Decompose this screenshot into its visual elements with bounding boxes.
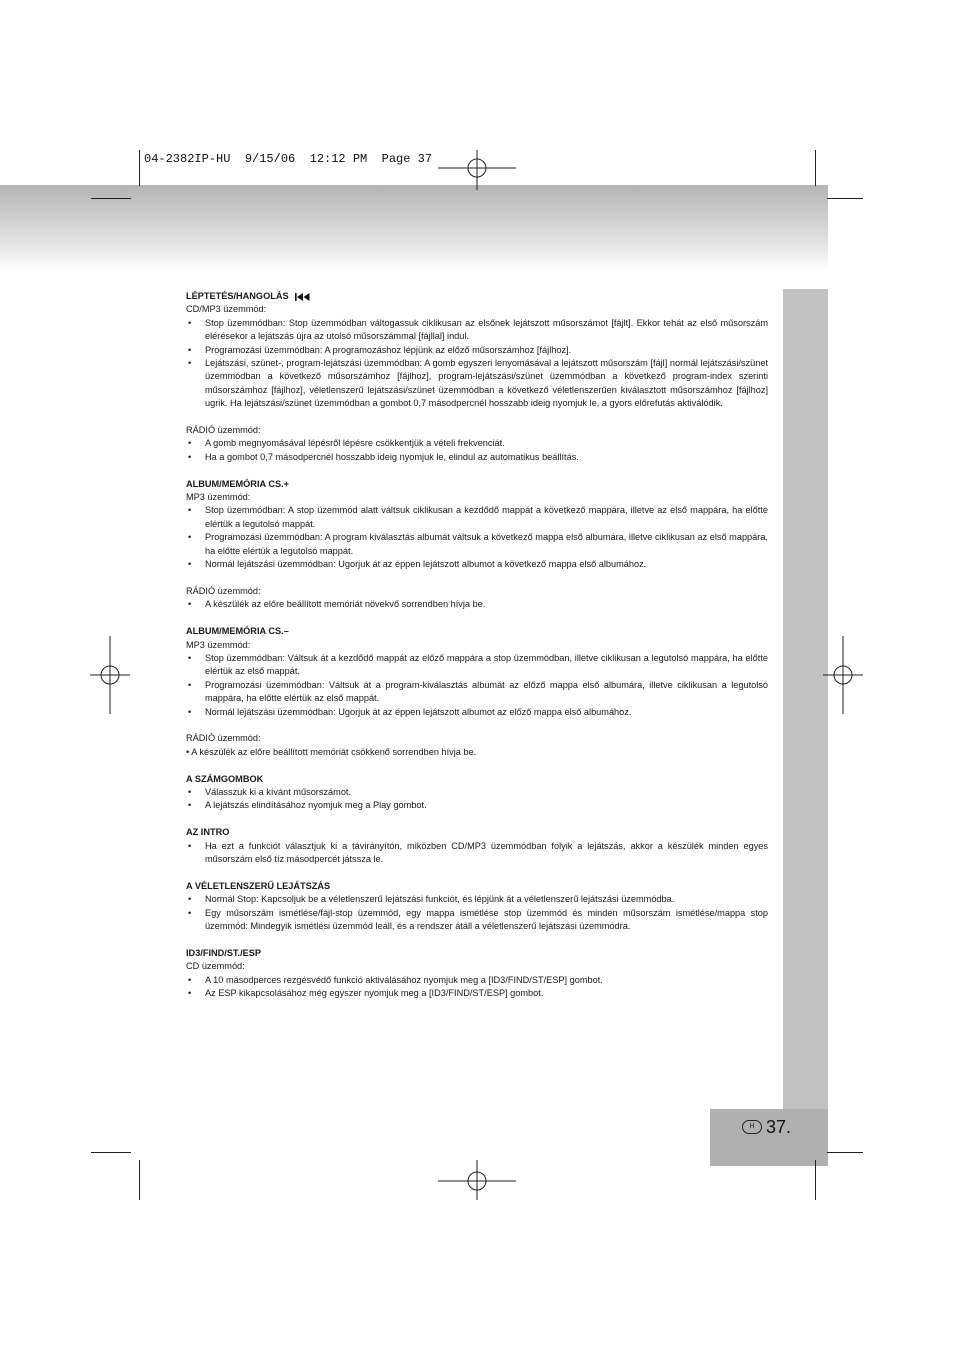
mode-group xyxy=(186,585,768,612)
list-item: • A 10 másodperces rezgésvédő funkció aktiválásához nyomjuk meg a [ID3/FIND/ST/ESP] gombot. xyxy=(186,974,768,987)
section-heading xyxy=(186,290,768,303)
mode-label: RÁDIÓ üzemmód: xyxy=(186,585,261,596)
crop-mark xyxy=(815,150,816,186)
list-item: • A gomb megnyomásával lépésről lépésre csökkentjük a vételi frekvenciát. xyxy=(186,437,768,450)
crop-mark xyxy=(91,198,131,199)
list-item: • A készülék az előre beállított memóriát csökkenő sorrendben hívja be. xyxy=(186,746,477,757)
section-heading-text: ALBUM/MEMÓRIA CS.+ xyxy=(186,478,290,489)
manual-content xyxy=(186,290,768,1014)
mode-group xyxy=(186,491,768,571)
mode-label: RÁDIÓ üzemmód: xyxy=(186,733,261,744)
section xyxy=(186,880,768,934)
mode-group xyxy=(186,960,768,1000)
list-item: • Programozási üzemmódban: A program kiválasztás albumát váltsuk a következő mappa első albumára, illetve ciklikusan az első mappára, ha előtte elértük a legutolsó mappát. xyxy=(186,531,768,558)
mode-group xyxy=(186,893,768,933)
section-heading-text: ALBUM/MEMÓRIA CS.– xyxy=(186,626,289,637)
list-item: • Programozási üzemmódban: Váltsuk át a program-kiválasztás albumát az előző mappa első albumára, illetve ciklikusan a legutolsó mappára, ha előtte elértük az első mappát. xyxy=(186,679,768,706)
crop-mark xyxy=(827,198,863,199)
section-heading xyxy=(186,880,768,893)
bullet-list xyxy=(186,598,768,611)
list-item: • Stop üzemmódban: Váltsuk át a kezdődő mappát az előző mappára a stop üzemmódban, illetve ciklikusan a legutolsó mappára, ha előtte elértük az első mappát. xyxy=(186,652,768,679)
list-item: • Normál lejátszási üzemmódban: Ugorjuk át az éppen lejátszott albumot az előző mappa első albumához. xyxy=(186,706,768,719)
bullet-list xyxy=(186,974,768,1001)
bullet-list xyxy=(186,437,768,464)
list-item: • A készülék az előre beállított memóriát növekvő sorrendben hívja be. xyxy=(186,598,768,611)
list-item: • Az ESP kikapcsolásához még egyszer nyomjuk meg a [ID3/FIND/ST/ESP] gombot. xyxy=(186,987,768,1000)
list-item: • A lejátszás elindításához nyomjuk meg a Play gombot. xyxy=(186,799,768,812)
section-heading xyxy=(186,826,768,839)
mode-label: MP3 üzemmód: xyxy=(186,639,251,650)
list-item: • Ha a gombot 0,7 másodpercnél hosszabb ideig nyomjuk le, elindul az automatikus beállítás. xyxy=(186,451,768,464)
skip-previous-icon xyxy=(295,293,310,301)
registration-mark-bottom xyxy=(438,1160,516,1200)
list-item: • Stop üzemmódban: Stop üzemmódban váltogassuk ciklikusan az elsőnek lejátszott műsorszámot [fájlt]. Ekkor tehát az első műsorszám elérésekor a lejátszás újra az utolsó műsorszámmal [fájllal] indul. xyxy=(186,317,768,344)
list-item: • Válasszuk ki a kívánt műsorszámot. xyxy=(186,786,768,799)
mode-group xyxy=(186,303,768,410)
section xyxy=(186,773,768,813)
crop-mark xyxy=(139,150,140,186)
language-badge: H xyxy=(742,1120,762,1134)
bullet-list xyxy=(186,317,768,411)
list-item: • Lejátszási, szünet-, program-lejátszási üzemmódban: A gomb egyszeri lenyomásával a lejátszott műsorszám [fájl] normál lejátszási/szünet üzemmódban a következő műsorszámhoz [fájlhoz], program-lejátszási/szünet üzemmódban a következő program-index szerinti műsorszámhoz [fájlhoz], véletlenszerű lejátszási/szünet üzemmódban a következő véletlenszerűen kiválasztott műsorszámhoz [fájlhoz] ugrik. Ha lejátszási/szünet üzemmódban a gombot 0,7 másodpercnél hosszabb ideig nyomjuk le, a gyors előrefutás aktiválódik. xyxy=(186,357,768,411)
mode-group xyxy=(186,840,768,867)
crop-mark xyxy=(91,1152,131,1153)
crop-mark xyxy=(827,1152,863,1153)
registration-mark-left xyxy=(90,636,130,714)
mode-group xyxy=(186,424,768,464)
mode-label: CD üzemmód: xyxy=(186,961,245,972)
crop-mark xyxy=(815,1160,816,1200)
section-heading xyxy=(186,773,768,786)
bullet-list xyxy=(186,840,768,867)
bullet-list xyxy=(186,893,768,933)
page-number-text: 37. xyxy=(766,1116,792,1137)
section xyxy=(186,826,768,866)
section-heading-text: ID3/FIND/ST./ESP xyxy=(186,947,262,958)
crop-mark xyxy=(139,1160,140,1200)
section-heading xyxy=(186,478,768,491)
printer-slug: 04-2382IP-HU 9/15/06 12:12 PM Page 37 xyxy=(144,152,433,166)
mode-group xyxy=(186,639,768,719)
section-heading-text: AZ INTRO xyxy=(186,827,230,838)
page-number xyxy=(742,1117,791,1137)
mode-group xyxy=(186,786,768,813)
mode-label: MP3 üzemmód: xyxy=(186,492,251,503)
registration-mark-top xyxy=(438,150,516,190)
list-item: • Programozási üzemmódban: A programozáshoz lépjünk az előző műsorszámhoz [fájlhoz]. xyxy=(186,344,768,357)
side-tab-bar xyxy=(783,289,828,1109)
section xyxy=(186,290,768,464)
bullet-list xyxy=(186,786,768,813)
list-item: • Egy műsorszám ismétlése/fájl-stop üzemmód, egy mappa ismétlése stop üzemmód és minden műsorszám ismétlése/mappa stop üzemmód: Mindegyik ismétlési üzemmód leáll, és a rendszer átáll a véletlenszerű lejátszási üzemmódra. xyxy=(186,907,768,934)
section-heading-text: A VÉLETLENSZERŰ LEJÁTSZÁS xyxy=(186,880,331,891)
section-heading-text: LÉPTETÉS/HANGOLÁS xyxy=(186,291,289,301)
list-item: • Normál lejátszási üzemmódban: Ugorjuk át az éppen lejátszott albumot a következő mappa első albumához. xyxy=(186,558,768,571)
section-heading xyxy=(186,947,768,960)
mode-label: CD/MP3 üzemmód: xyxy=(186,304,267,315)
section xyxy=(186,947,768,1001)
bullet-list xyxy=(186,652,768,719)
list-item: • Stop üzemmódban: A stop üzemmód alatt váltsuk ciklikusan a kezdődő mappát a következő mappára, illetve az első mappára, ha előtte elértük a legutolsó mappát. xyxy=(186,504,768,531)
section-heading-text: A SZÁMGOMBOK xyxy=(186,773,264,784)
bullet-list xyxy=(186,504,768,571)
mode-label: RÁDIÓ üzemmód: xyxy=(186,425,261,436)
registration-mark-right xyxy=(823,636,863,714)
section-heading xyxy=(186,625,768,638)
list-item: • Normál Stop: Kapcsoljuk be a véletlenszerű lejátszási funkciót, és lépjünk át a véletlenszerű lejátszási üzemmódba. xyxy=(186,893,768,906)
mode-group xyxy=(186,732,768,759)
list-item: • Ha ezt a funkciót választjuk ki a távirányítón, miközben CD/MP3 üzemmódban folyik a lejátszás, akkor a készülék minden egyes műsorszám első tíz másodpercét játssza le. xyxy=(186,840,768,867)
section xyxy=(186,625,768,759)
section xyxy=(186,478,768,612)
